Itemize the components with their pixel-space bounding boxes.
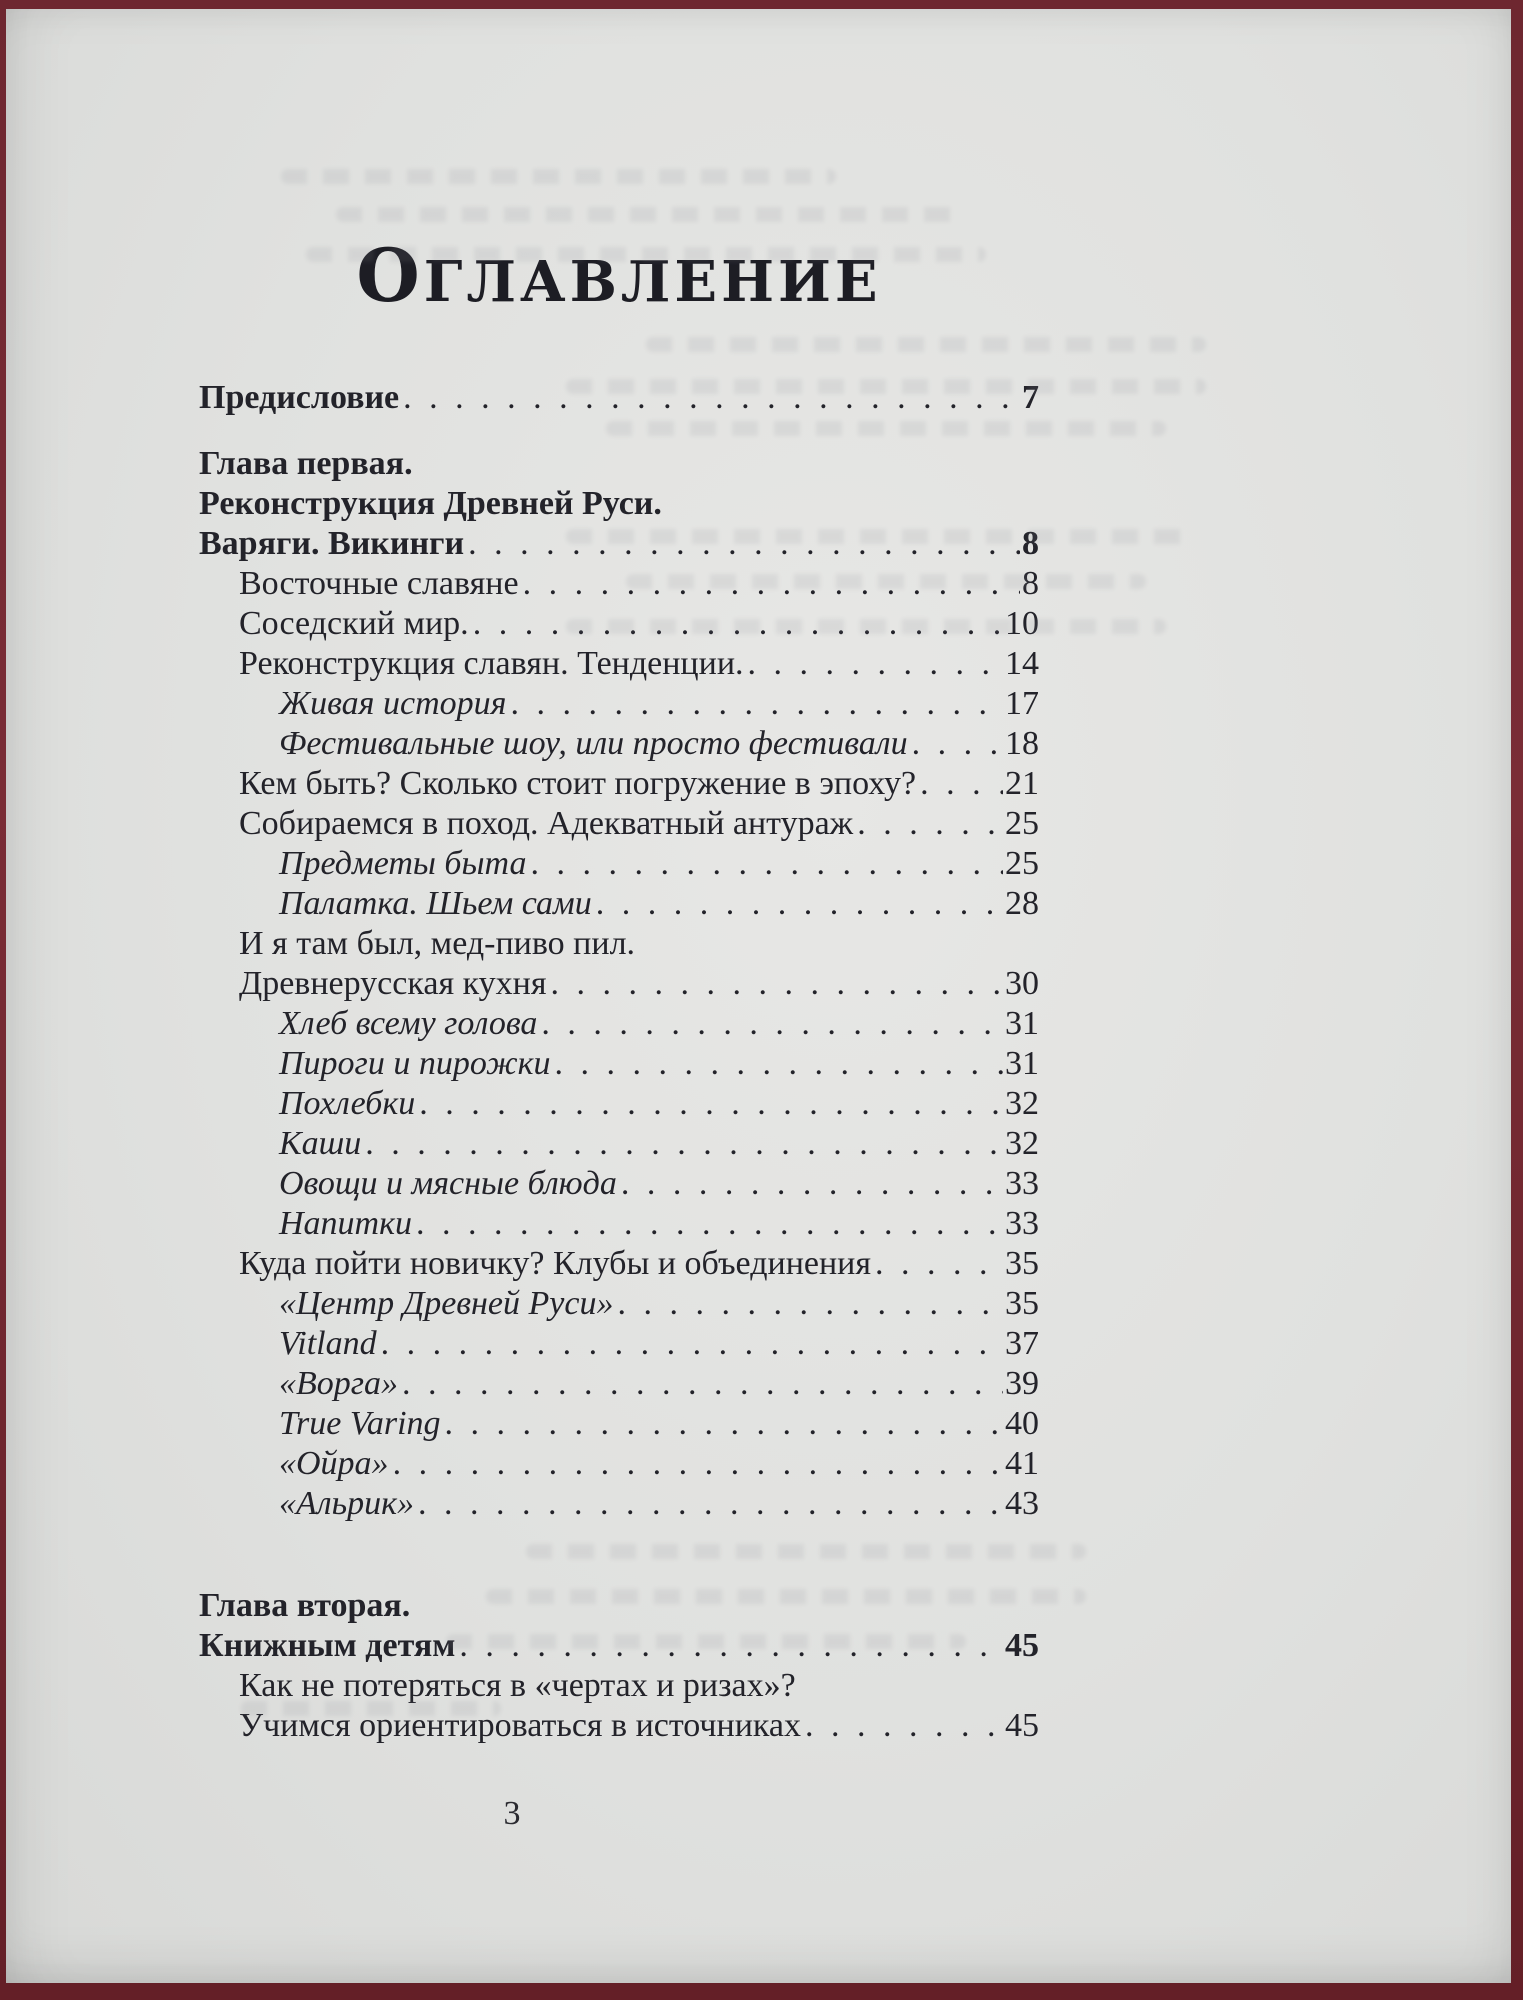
toc-entry-title: Палатка. Шьем сами — [279, 885, 592, 922]
dot-leader — [621, 1164, 1003, 1204]
toc-entry-title: Напитки — [279, 1205, 413, 1242]
toc-entry-title: И я там был, мед-пиво пил. — [239, 925, 636, 962]
toc-entry-title: «Ойра» — [279, 1445, 389, 1482]
toc-entry-title: Варяги. Викинги — [199, 525, 465, 562]
dot-leader — [875, 1244, 1003, 1284]
toc-page-number: 37 — [1005, 1325, 1039, 1362]
toc-entry — [199, 764, 1039, 804]
toc-entry — [199, 924, 1039, 964]
bleed-through-text — [306, 247, 986, 262]
toc-page-number: 39 — [1005, 1365, 1039, 1402]
dot-leader — [912, 724, 1003, 764]
toc-page-number: 8 — [1022, 525, 1039, 562]
toc-page-number: 18 — [1005, 725, 1039, 762]
book-page — [6, 9, 1511, 1983]
dot-leader — [419, 1084, 1003, 1124]
toc-entry-title: Овощи и мясные блюда — [279, 1165, 617, 1202]
toc-title: ОГЛАВЛЕНИЕ — [356, 234, 882, 319]
toc-entry — [199, 1444, 1039, 1484]
toc-entry-title: Куда пойти новичку? Клубы и объединения — [239, 1245, 872, 1282]
dot-leader — [381, 1324, 1003, 1364]
toc-entry-title: Собираемся в поход. Адекватный антураж — [239, 805, 854, 842]
toc-page-number: 45 — [1005, 1627, 1039, 1664]
toc-entry — [199, 1124, 1039, 1164]
dot-leader — [531, 844, 1003, 884]
toc-page-number: 10 — [1005, 605, 1039, 642]
toc-entry — [199, 964, 1039, 1004]
toc-entry — [199, 1404, 1039, 1444]
toc-entry — [199, 724, 1039, 764]
toc-page-number: 40 — [1005, 1405, 1039, 1442]
toc-entry-title: Реконструкция Древней Руси. — [199, 485, 662, 522]
toc-page-number: 30 — [1005, 965, 1039, 1002]
toc-page-number: 41 — [1005, 1445, 1039, 1482]
toc-page-number: 45 — [1005, 1707, 1039, 1744]
toc-entry — [199, 1484, 1039, 1524]
toc-entry — [199, 1364, 1039, 1404]
toc-entry-title: «Ворга» — [279, 1365, 399, 1402]
toc-entry-title: Хлеб всему голова — [279, 1005, 538, 1042]
toc-page-number: 28 — [1005, 885, 1039, 922]
toc-entry — [199, 1204, 1039, 1244]
toc-entry-title: «Центр Древней Руси» — [279, 1285, 614, 1322]
dot-leader — [748, 644, 1003, 684]
toc-page-number: 43 — [1005, 1485, 1039, 1522]
bleed-through-text — [566, 379, 1206, 394]
toc-entry — [199, 1084, 1039, 1124]
bleed-through-text — [606, 421, 1166, 436]
toc-entry — [199, 1324, 1039, 1364]
toc-page-number: 33 — [1005, 1205, 1039, 1242]
toc-entry-title: Предметы быта — [279, 845, 527, 882]
toc-entry-title: Древнерусская кухня — [239, 965, 547, 1002]
bleed-through-text — [241, 1701, 501, 1716]
toc-entry-title: Учимся ориентироваться в источниках — [239, 1707, 802, 1744]
dot-leader — [857, 804, 1003, 844]
bleed-through-text — [446, 1634, 966, 1649]
toc-entry-title: Живая история — [279, 685, 507, 722]
toc-page-number: 8 — [1022, 565, 1039, 602]
bleed-through-text — [626, 574, 1146, 589]
toc-page-number: 33 — [1005, 1165, 1039, 1202]
toc-page-number: 25 — [1005, 805, 1039, 842]
toc-entry-title: Книжным детям — [199, 1627, 456, 1664]
dot-leader — [402, 1364, 1003, 1404]
toc-entry-title: «Альрик» — [279, 1485, 414, 1522]
toc-page-number: 35 — [1005, 1245, 1039, 1282]
toc-page-number: 17 — [1005, 685, 1039, 722]
dot-leader — [596, 884, 1003, 924]
toc-entry-title: Фестивальные шоу, или просто фестивали — [279, 725, 908, 762]
toc-entry — [199, 804, 1039, 844]
dot-leader — [418, 1484, 1003, 1524]
toc-entry-title: Реконструкция славян. Тенденции. — [239, 645, 744, 682]
toc-entry — [199, 644, 1039, 684]
bleed-through-text — [526, 1544, 1086, 1559]
toc-page-number: 14 — [1005, 645, 1039, 682]
bleed-through-text — [566, 529, 1186, 544]
toc-entry — [199, 444, 1039, 484]
toc-entry — [199, 884, 1039, 924]
bleed-through-text — [566, 619, 1166, 634]
toc-entry-title: Каши — [279, 1125, 362, 1162]
dot-leader — [445, 1404, 1003, 1444]
toc-entry-title: Похлебки — [279, 1085, 416, 1122]
toc-entry-title: Vitland — [279, 1325, 377, 1362]
toc-page-number: 35 — [1005, 1285, 1039, 1322]
toc-entry-title: Глава вторая. — [199, 1587, 411, 1624]
toc-entry-title: Глава первая. — [199, 445, 413, 482]
bleed-through-text — [281, 169, 836, 184]
toc-page-number: 25 — [1005, 845, 1039, 882]
toc-page-number: 32 — [1005, 1125, 1039, 1162]
toc-entry-title: Восточные славяне — [239, 565, 519, 602]
toc-entry — [199, 1044, 1039, 1084]
bleed-through-text — [336, 207, 966, 222]
toc-entry — [199, 1164, 1039, 1204]
toc-entry-title: Предисловие — [199, 379, 400, 416]
toc-page-number: 21 — [1005, 765, 1039, 802]
toc-entry — [199, 1284, 1039, 1324]
dot-leader — [393, 1444, 1003, 1484]
dot-leader — [541, 1004, 1003, 1044]
dot-leader — [550, 964, 1003, 1004]
dot-leader — [617, 1284, 1003, 1324]
toc-entry-title: Кем быть? Сколько стоит погружение в эпоху? — [239, 765, 917, 802]
dot-leader — [555, 1044, 1003, 1084]
bleed-through-text — [486, 1589, 1086, 1604]
dot-leader — [416, 1204, 1003, 1244]
page-number: 3 — [503, 1795, 521, 1832]
dot-leader — [805, 1706, 1003, 1746]
toc-entry-title: Соседский мир. — [239, 605, 469, 642]
toc-page-number: 7 — [1022, 379, 1039, 416]
toc-entry — [199, 684, 1039, 724]
toc-entry — [199, 1004, 1039, 1044]
toc-entry — [199, 1666, 1039, 1706]
toc-page-number: 32 — [1005, 1085, 1039, 1122]
toc-entry — [199, 1244, 1039, 1284]
bleed-through-text — [646, 337, 1206, 352]
dot-leader — [510, 684, 1003, 724]
toc-entry-title: Пироги и пирожки — [279, 1045, 551, 1082]
toc-page-number: 31 — [1005, 1045, 1039, 1082]
dot-leader — [365, 1124, 1003, 1164]
dot-leader — [920, 764, 1003, 804]
toc-entry — [199, 484, 1039, 524]
toc-entry-title: True Varing — [279, 1405, 441, 1442]
toc-page-number: 31 — [1005, 1005, 1039, 1042]
toc-entry — [199, 844, 1039, 884]
toc-entry-title: Как не потеряться в «чертах и ризах»? — [239, 1667, 796, 1704]
